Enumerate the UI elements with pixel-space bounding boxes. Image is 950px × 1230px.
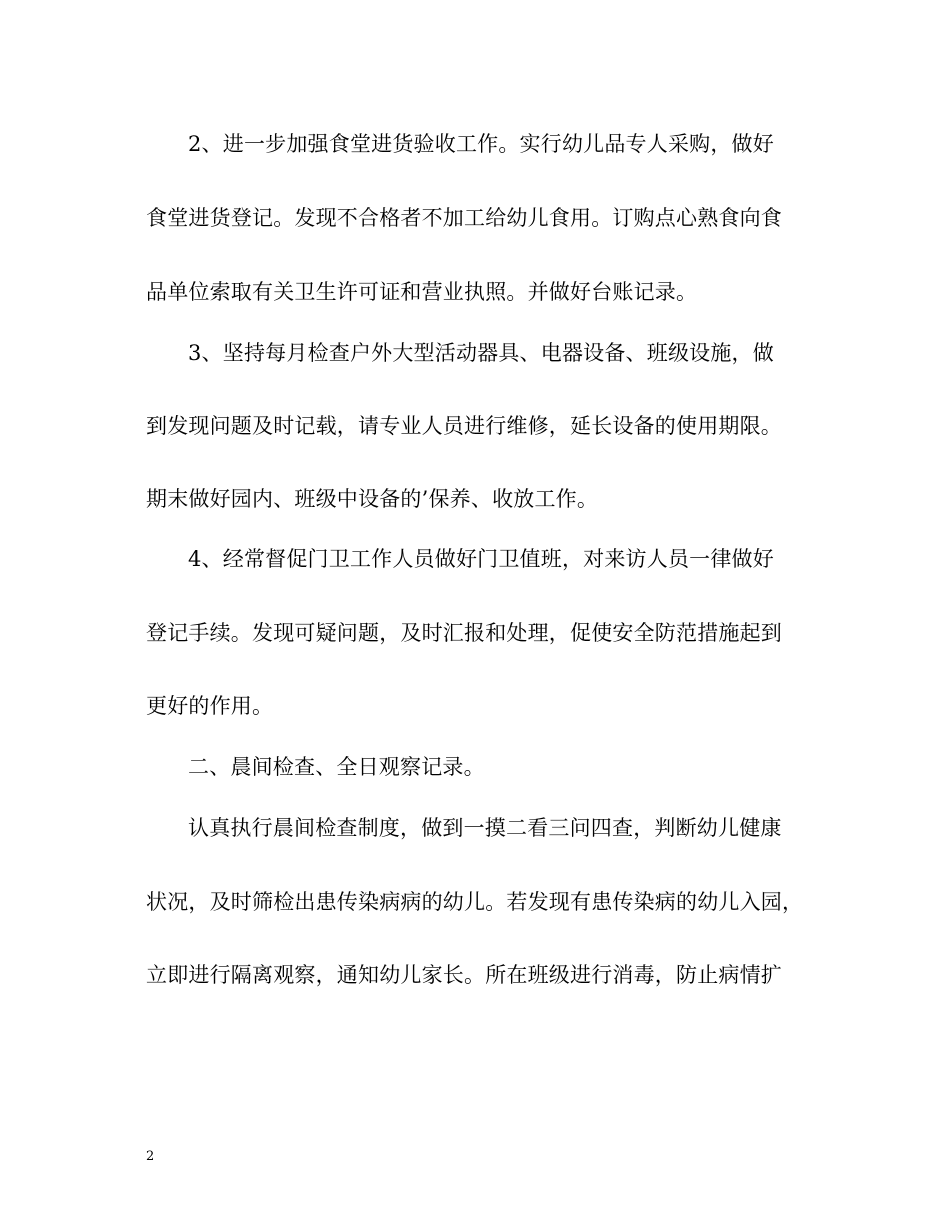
page-number: 2 <box>146 1149 155 1164</box>
paragraph-line: 食堂进货登记。发现不合格者不加工给幼儿食用。订购点心熟食向食 <box>146 206 782 230</box>
paragraph-line: 期末做好园内、班级中设备的’保养、收放工作。 <box>146 487 599 511</box>
paragraph-line: 4、经常督促门卫工作人员做好门卫值班，对来访人员一律做好 <box>188 547 774 571</box>
paragraph-line: 认真执行晨间检查制度，做到一摸二看三问四查，判断幼儿健康 <box>188 816 782 840</box>
paragraph-line: 登记手续。发现可疑问题，及时汇报和处理，促使安全防范措施起到 <box>146 621 782 645</box>
paragraph-line: 2、进一步加强食堂进货验收工作。实行幼儿品专人采购，做好 <box>188 132 774 156</box>
paragraph-line: 品单位索取有关卫生许可证和营业执照。并做好台账记录。 <box>146 280 698 304</box>
paragraph-line: 更好的作用。 <box>146 694 274 718</box>
paragraph-line: 3、坚持每月检查户外大型活动器具、电器设备、班级设施，做 <box>188 341 774 365</box>
paragraph-line: 状况，及时筛检出患传染病病的幼儿。若发现有患传染病的幼儿入园， <box>146 890 804 914</box>
section-heading: 二、晨间检查、全日观察记录。 <box>188 755 485 779</box>
paragraph-line: 立即进行隔离观察，通知幼儿家长。所在班级进行消毒，防止病情扩 <box>146 963 782 987</box>
paragraph-line: 到发现问题及时记载，请专业人员进行维修，延长设备的使用期限。 <box>146 414 782 438</box>
